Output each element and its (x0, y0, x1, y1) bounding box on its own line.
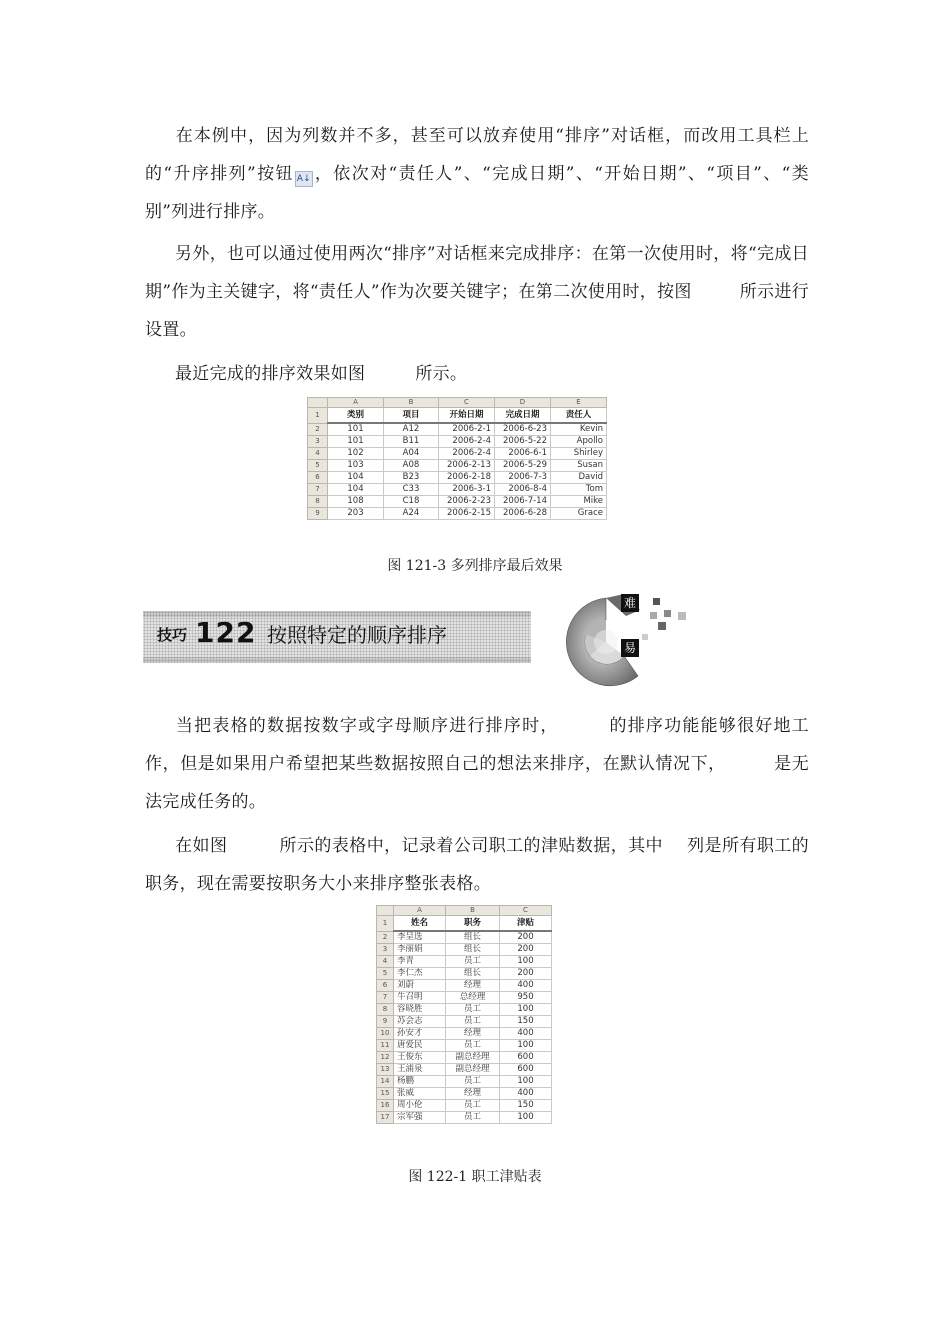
table-row (308, 472, 607, 484)
table-row (377, 1064, 552, 1076)
table-cell: A12 (384, 423, 439, 436)
table-cell: A24 (384, 508, 439, 520)
figure-122-1-spreadsheet (376, 905, 552, 1124)
table-cell: 2006-3-1 (439, 484, 495, 496)
table-cell: 200 (500, 968, 552, 980)
table-cell: Mike (551, 496, 607, 508)
table-cell: 组长 (446, 931, 500, 944)
table-cell: 400 (500, 980, 552, 992)
tip-label: 技巧 (157, 626, 188, 644)
header-cell: 开始日期 (439, 408, 495, 424)
row-number: 7 (377, 992, 394, 1004)
table-cell: David (551, 472, 607, 484)
table-cell: 李呈选 (394, 931, 446, 944)
table-row (377, 1076, 552, 1088)
table-cell: 总经理 (446, 992, 500, 1004)
difficulty-hard-label: 难 (621, 594, 639, 612)
header-cell: 项目 (384, 408, 439, 424)
header-cell: 完成日期 (495, 408, 551, 424)
table-cell: 宗军强 (394, 1112, 446, 1124)
table-cell: 唐爱民 (394, 1040, 446, 1052)
table-cell: 100 (500, 1004, 552, 1016)
row-number: 4 (308, 448, 328, 460)
table-row (377, 1112, 552, 1124)
paragraph-custom-sort-intro: 当把表格的数据按数字或字母顺序进行排序时， 的排序功能能够很好地工作，但是如果用户希望把某些数据按照自己的想法来排序，在默认情况下， 是无法完成任务的。 (145, 716, 809, 812)
header-cell: 津贴 (500, 916, 552, 932)
table-cell: 副总经理 (446, 1064, 500, 1076)
table-row (377, 1040, 552, 1052)
table-cell: 600 (500, 1052, 552, 1064)
table-cell: 950 (500, 992, 552, 1004)
table-cell: 2006-2-23 (439, 496, 495, 508)
table-cell: 2006-2-4 (439, 436, 495, 448)
table-row (377, 968, 552, 980)
table-cell: 李青 (394, 956, 446, 968)
table-cell: 2006-5-22 (495, 436, 551, 448)
table-cell: B23 (384, 472, 439, 484)
table-cell: 张威 (394, 1088, 446, 1100)
tip-title: 按照特定的顺序排序 (267, 623, 447, 647)
table-row (308, 448, 607, 460)
row-number: 3 (377, 944, 394, 956)
table-cell: Apollo (551, 436, 607, 448)
paragraph-sort-result: 最近完成的排序效果如图 所示。 (175, 364, 468, 384)
table-row (377, 956, 552, 968)
table-cell: Grace (551, 508, 607, 520)
table-cell: 150 (500, 1100, 552, 1112)
tip-banner (143, 611, 531, 663)
difficulty-dial-icon (540, 590, 690, 690)
table-cell: 员工 (446, 1004, 500, 1016)
row-number: 9 (308, 508, 328, 520)
table-cell: 2006-2-13 (439, 460, 495, 472)
table-cell: 组长 (446, 944, 500, 956)
table-row (308, 460, 607, 472)
column-letter: B (384, 398, 439, 408)
column-letter: D (495, 398, 551, 408)
row-number: 12 (377, 1052, 394, 1064)
row-number: 8 (377, 1004, 394, 1016)
table-cell: 杨鹏 (394, 1076, 446, 1088)
table-cell: 200 (500, 944, 552, 956)
row-number: 1 (377, 916, 394, 932)
table-cell: Susan (551, 460, 607, 472)
tip-number: 122 (195, 616, 257, 649)
row-number: 7 (308, 484, 328, 496)
table-cell: 400 (500, 1028, 552, 1040)
table-cell: 2006-7-14 (495, 496, 551, 508)
table-cell: 108 (328, 496, 384, 508)
table-row (377, 1016, 552, 1028)
table-cell: 刘蔚 (394, 980, 446, 992)
table-cell: 2006-2-15 (439, 508, 495, 520)
table-row (377, 1028, 552, 1040)
table-cell: 经理 (446, 1028, 500, 1040)
header-cell: 责任人 (551, 408, 607, 424)
table-cell: 102 (328, 448, 384, 460)
row-number: 4 (377, 956, 394, 968)
table-cell: 王浦泉 (394, 1064, 446, 1076)
table-cell: 组长 (446, 968, 500, 980)
row-number: 8 (308, 496, 328, 508)
table-cell: 副总经理 (446, 1052, 500, 1064)
figure-121-3-caption: 图 121-3 多列排序最后效果 (387, 558, 563, 574)
row-number: 5 (308, 460, 328, 472)
table-cell: 101 (328, 436, 384, 448)
header-cell: 姓名 (394, 916, 446, 932)
row-number: 11 (377, 1040, 394, 1052)
table-cell: 经理 (446, 980, 500, 992)
table-cell: 牛召明 (394, 992, 446, 1004)
table-cell: 400 (500, 1088, 552, 1100)
table-cell: 员工 (446, 1100, 500, 1112)
figure-122-1-caption: 图 122-1 职工津贴表 (408, 1169, 542, 1185)
table-cell: 员工 (446, 1076, 500, 1088)
table-cell: 苏会志 (394, 1016, 446, 1028)
table-row (377, 944, 552, 956)
paragraph-allowance-table: 在如图 所示的表格中，记录着公司职工的津贴数据，其中 列是所有职工的职务，现在需要按职务大小来排序整张表格。 (145, 836, 809, 894)
row-number: 10 (377, 1028, 394, 1040)
table-cell: 2006-6-1 (495, 448, 551, 460)
table-cell: 2006-2-18 (439, 472, 495, 484)
table-cell: 容晓胜 (394, 1004, 446, 1016)
table-cell: 100 (500, 1040, 552, 1052)
figure-121-3-spreadsheet (307, 397, 607, 520)
table-header-row (377, 916, 552, 932)
table-cell: 203 (328, 508, 384, 520)
table-row (308, 496, 607, 508)
column-letter: C (439, 398, 495, 408)
table-cell: 100 (500, 1076, 552, 1088)
table-cell: 600 (500, 1064, 552, 1076)
column-letter: C (500, 906, 552, 916)
row-number: 3 (308, 436, 328, 448)
paragraph-toolbar-sort: 在本例中，因为列数并不多，甚至可以放弃使用“排序”对话框，而改用工具栏上的“升序排列”按钮 A↓ ，依次对“责任人”、“完成日期”、“开始日期”、“项目”、“类别”列进行排序。 (145, 126, 809, 222)
table-cell: 100 (500, 956, 552, 968)
table-cell: 员工 (446, 1112, 500, 1124)
table-cell: C33 (384, 484, 439, 496)
table-cell: 周小伦 (394, 1100, 446, 1112)
row-number: 5 (377, 968, 394, 980)
table-cell: 104 (328, 484, 384, 496)
difficulty-easy-label: 易 (621, 639, 639, 657)
table-cell: 孙安才 (394, 1028, 446, 1040)
table-cell: 104 (328, 472, 384, 484)
table-cell: 103 (328, 460, 384, 472)
row-number: 14 (377, 1076, 394, 1088)
row-number: 1 (308, 408, 328, 424)
table-row (377, 980, 552, 992)
table-cell: 经理 (446, 1088, 500, 1100)
table-cell: 200 (500, 931, 552, 944)
column-header-row (308, 398, 607, 408)
column-letter: B (446, 906, 500, 916)
table-header-row (308, 408, 607, 424)
table-cell: 王俊东 (394, 1052, 446, 1064)
table-cell: 2006-8-4 (495, 484, 551, 496)
table-cell: C18 (384, 496, 439, 508)
paragraph-two-sorts: 另外，也可以通过使用两次“排序”对话框来完成排序：在第一次使用时，将“完成日期”作为主关键字，将“责任人”作为次要关键字；在第二次使用时，按图 所示进行设置。 (145, 244, 809, 340)
table-row (377, 1100, 552, 1112)
table-row (377, 931, 552, 944)
row-number: 13 (377, 1064, 394, 1076)
column-header-row (377, 906, 552, 916)
table-cell: Tom (551, 484, 607, 496)
table-row (308, 484, 607, 496)
table-cell: 2006-2-4 (439, 448, 495, 460)
select-all-corner (377, 906, 394, 916)
table-row (377, 992, 552, 1004)
column-letter: A (394, 906, 446, 916)
table-cell: Shirley (551, 448, 607, 460)
table-row (308, 436, 607, 448)
row-number: 9 (377, 1016, 394, 1028)
sort-ascending-icon: A↓ (295, 171, 313, 187)
header-cell: 类别 (328, 408, 384, 424)
column-letter: A (328, 398, 384, 408)
table-cell: B11 (384, 436, 439, 448)
row-number: 2 (377, 931, 394, 944)
table-cell: 150 (500, 1016, 552, 1028)
table-cell: 100 (500, 1112, 552, 1124)
row-number: 15 (377, 1088, 394, 1100)
table-cell: 2006-6-23 (495, 423, 551, 436)
header-cell: 职务 (446, 916, 500, 932)
row-number: 6 (377, 980, 394, 992)
table-cell: 2006-5-29 (495, 460, 551, 472)
row-number: 17 (377, 1112, 394, 1124)
select-all-corner (308, 398, 328, 408)
table-cell: 员工 (446, 1016, 500, 1028)
table-cell: A08 (384, 460, 439, 472)
table-cell: 101 (328, 423, 384, 436)
table-cell: Kevin (551, 423, 607, 436)
column-letter: E (551, 398, 607, 408)
row-number: 6 (308, 472, 328, 484)
row-number: 2 (308, 423, 328, 436)
table-cell: 李丽娟 (394, 944, 446, 956)
table-row (308, 423, 607, 436)
row-number: 16 (377, 1100, 394, 1112)
table-row (377, 1052, 552, 1064)
table-cell: 2006-6-28 (495, 508, 551, 520)
table-cell: 2006-7-3 (495, 472, 551, 484)
table-cell: 员工 (446, 1040, 500, 1052)
table-row (377, 1088, 552, 1100)
table-cell: 员工 (446, 956, 500, 968)
table-cell: 李仁杰 (394, 968, 446, 980)
table-cell: 2006-2-1 (439, 423, 495, 436)
table-row (377, 1004, 552, 1016)
table-cell: A04 (384, 448, 439, 460)
table-row (308, 508, 607, 520)
